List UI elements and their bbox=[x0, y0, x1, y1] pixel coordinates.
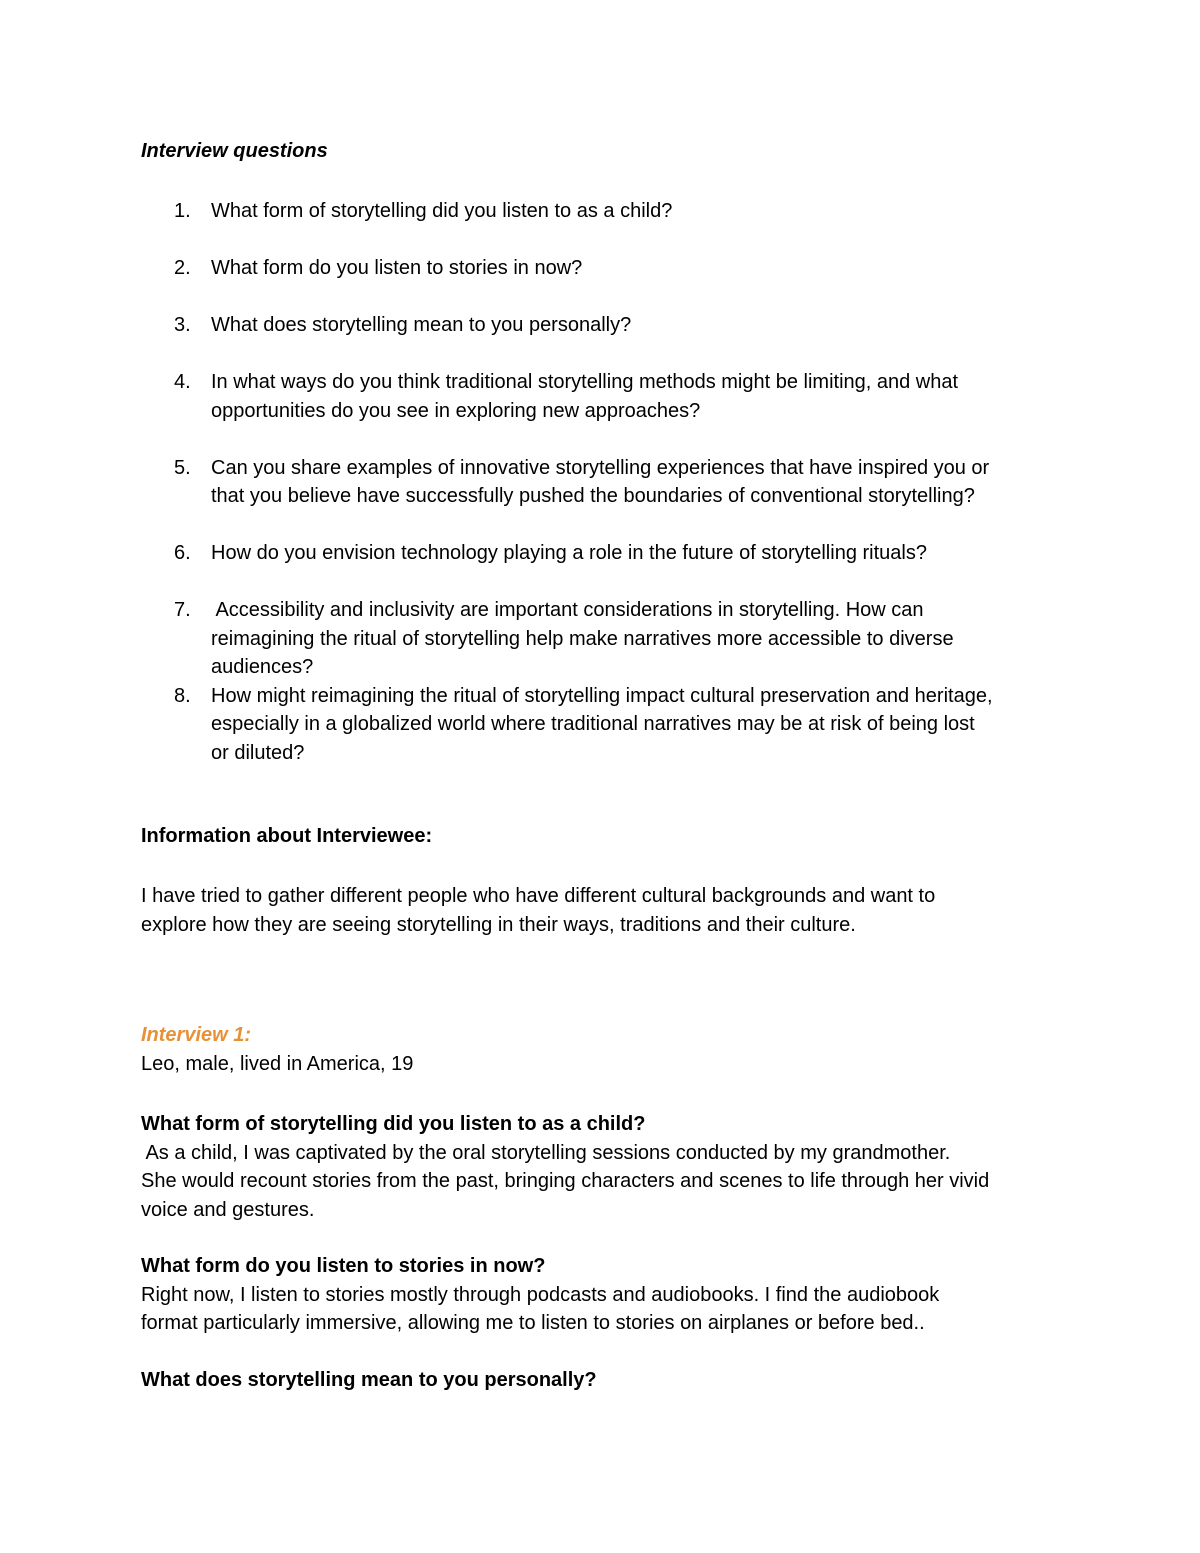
qa-question: What form of storytelling did you listen to as a child? bbox=[141, 1113, 646, 1135]
qa-question: What does storytelling mean to you personally? bbox=[141, 1369, 597, 1391]
question-text: How do you envision technology playing a role in the future of storytelling rituals? bbox=[211, 542, 927, 564]
question-item bbox=[141, 454, 1061, 511]
question-item bbox=[141, 682, 1061, 768]
question-number: 7. bbox=[174, 599, 191, 621]
list-spacer bbox=[141, 568, 1061, 597]
paragraph-line: I have tried to gather different people who have different cultural backgrounds and want to bbox=[141, 885, 936, 907]
qa-answer-line: As a child, I was captivated by the oral storytelling sessions conducted by my grandmother. bbox=[141, 1141, 951, 1164]
question-number: 4. bbox=[174, 371, 191, 393]
interview-title: Interview 1: bbox=[141, 1024, 252, 1046]
qa-question: What form do you listen to stories in now? bbox=[141, 1255, 546, 1277]
question-text: reimagining the ritual of storytelling help make narratives more accessible to diverse bbox=[211, 627, 954, 650]
question-list bbox=[141, 197, 1061, 767]
question-number: 2. bbox=[174, 257, 191, 279]
question-item bbox=[141, 539, 1061, 568]
question-item bbox=[141, 254, 1061, 283]
qa-block bbox=[141, 1366, 1061, 1395]
list-spacer bbox=[141, 226, 1061, 255]
interviewee-info-text bbox=[141, 882, 1061, 939]
qa-answer-line: format particularly immersive, allowing me to listen to stories on airplanes or before bed.. bbox=[141, 1312, 925, 1334]
list-spacer bbox=[141, 283, 1061, 312]
qa-answer-line: She would recount stories from the past, bringing characters and scenes to life through her vivid bbox=[141, 1170, 990, 1192]
question-number: 1. bbox=[174, 200, 191, 222]
qa-block bbox=[141, 1252, 1061, 1338]
interviewee-description: Leo, male, lived in America, 19 bbox=[141, 1053, 414, 1075]
question-text: or diluted? bbox=[211, 741, 305, 764]
question-text: that you believe have successfully pushed the boundaries of conventional storytelling? bbox=[211, 485, 975, 507]
qa-answer-line: Right now, I listen to stories mostly through podcasts and audiobooks. I find the audiobook bbox=[141, 1283, 940, 1306]
question-text: What form of storytelling did you listen to as a child? bbox=[211, 200, 673, 222]
question-item bbox=[141, 596, 1061, 682]
qa-block bbox=[141, 1110, 1061, 1224]
question-text: audiences? bbox=[211, 656, 314, 678]
list-spacer bbox=[141, 425, 1061, 454]
question-text: Can you share examples of innovative storytelling experiences that have inspired you or bbox=[211, 456, 990, 479]
question-text: In what ways do you think traditional storytelling methods might be limiting, and what bbox=[211, 371, 959, 393]
question-item bbox=[141, 311, 1061, 340]
qa-answer-line: voice and gestures. bbox=[141, 1198, 315, 1221]
list-spacer bbox=[141, 511, 1061, 540]
question-text: How might reimagining the ritual of storytelling impact cultural preservation and heritage, bbox=[211, 684, 993, 707]
list-spacer bbox=[141, 340, 1061, 369]
question-text: opportunities do you see in exploring new approaches? bbox=[211, 399, 701, 422]
question-item bbox=[141, 368, 1061, 425]
question-number: 6. bbox=[174, 542, 191, 564]
question-text: What form do you listen to stories in now? bbox=[211, 257, 583, 279]
interviewee-info-heading: Information about Interviewee: bbox=[141, 825, 433, 847]
interview-questions-heading: Interview questions bbox=[141, 140, 328, 162]
question-item bbox=[141, 197, 1061, 226]
question-text: especially in a globalized world where traditional narratives may be at risk of being lost bbox=[211, 713, 975, 735]
question-text: Accessibility and inclusivity are important considerations in storytelling. How can bbox=[211, 599, 924, 621]
question-number: 3. bbox=[174, 314, 191, 336]
question-number: 5. bbox=[174, 456, 191, 479]
question-text: What does storytelling mean to you personally? bbox=[211, 314, 632, 336]
question-number: 8. bbox=[174, 684, 191, 707]
paragraph-line: explore how they are seeing storytelling in their ways, traditions and their culture. bbox=[141, 913, 856, 936]
